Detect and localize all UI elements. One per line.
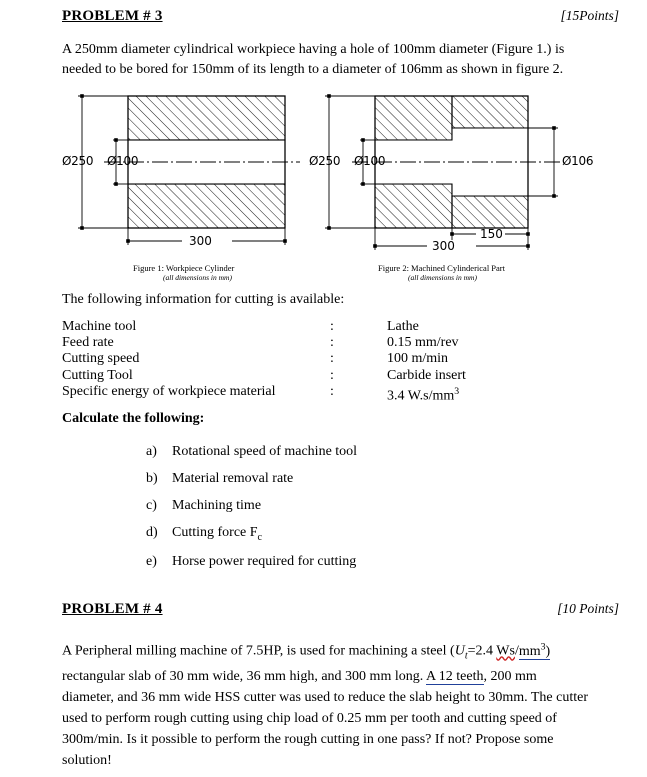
figure-1-bore-diameter-label: Ø100 bbox=[107, 154, 139, 168]
problem-4-spelling-error-ws: Ws bbox=[496, 643, 515, 659]
spec-label: Feed rate bbox=[62, 335, 114, 351]
spec-separator: : bbox=[330, 383, 334, 399]
list-item bbox=[146, 471, 357, 487]
spec-separator: : bbox=[330, 335, 334, 351]
list-item-marker: c) bbox=[146, 498, 157, 513]
table-row bbox=[62, 319, 466, 335]
problem-4-grammar-error-mm bbox=[518, 641, 551, 660]
spec-label: Specific energy of workpiece material bbox=[62, 383, 276, 399]
problem-4-equals-value: =2.4 bbox=[467, 643, 497, 659]
figure-2-outer-diameter-label: Ø250 bbox=[309, 154, 341, 168]
spec-value bbox=[387, 384, 466, 405]
list-item-label-text: Cutting force F bbox=[172, 525, 258, 540]
list-item-label: Horse power required for cutting bbox=[172, 553, 357, 569]
cutting-specifications-table bbox=[62, 319, 466, 405]
table-row bbox=[62, 384, 466, 405]
problem-3-intro-text: A 250mm diameter cylindrical workpiece having a hole of 100mm diameter (Figure 1.) is needed to be bored for 150mm of its length to a diameter of 106mm as shown in figure 2. bbox=[62, 42, 565, 77]
spec-label: Cutting Tool bbox=[62, 367, 133, 383]
cutting-info-intro: The following information for cutting is available: bbox=[62, 292, 345, 307]
calculate-heading: Calculate the following: bbox=[62, 411, 205, 426]
problem-4-grammar-error-teeth: A 12 teeth bbox=[425, 669, 484, 685]
list-item bbox=[146, 498, 357, 514]
list-item-label-subscript: c bbox=[257, 531, 263, 543]
spec-value: 100 m/min bbox=[387, 351, 449, 367]
list-item bbox=[146, 525, 357, 543]
spec-value: 0.15 mm/rev bbox=[387, 335, 459, 351]
problem-4-unit-mm-exponent: 3 bbox=[540, 641, 546, 652]
figures-drawing-area bbox=[0, 0, 647, 270]
spec-value-exponent: 3 bbox=[454, 385, 460, 397]
list-item-marker: b) bbox=[146, 471, 158, 486]
problem-4-text-segment-3: , 200 mm diameter, and 36 mm wide HSS cutter was used to reduce the slab height to 30mm. The cutter used to perform rough cutting using chip load of 0.25 mm per tooth and cutting speed of 300m/min. Is it possible to perform the rough cutting in one pass? If not? Propose some solution! bbox=[62, 669, 588, 769]
problem-3-title: PROBLEM # 3 bbox=[62, 8, 163, 24]
spec-separator: : bbox=[330, 351, 334, 367]
spec-separator: : bbox=[330, 319, 334, 334]
figure-1-outer-diameter-label: Ø250 bbox=[62, 154, 94, 168]
calculate-items-list bbox=[146, 444, 357, 581]
figure-2-bored-diameter-label: Ø106 bbox=[562, 154, 594, 168]
problem-4-points: [10 Points] bbox=[557, 601, 619, 616]
figure-2-bored-length-label: 150 bbox=[480, 227, 503, 241]
figure-2-caption-sub: (all dimensions in mm) bbox=[408, 273, 477, 282]
spec-value-text: 3.4 W.s/mm bbox=[387, 388, 455, 404]
list-item-label: Rotational speed of machine tool bbox=[172, 444, 358, 459]
table-row bbox=[62, 368, 466, 384]
list-item-label: Machining time bbox=[172, 498, 262, 513]
table-row bbox=[62, 351, 466, 367]
problem-4-text-segment-2: rectangular slab of 30 mm wide, 36 mm high, and 300 mm long. bbox=[62, 669, 426, 685]
problem-4-unit-slash: / bbox=[514, 643, 519, 659]
list-item-marker: d) bbox=[146, 525, 158, 540]
problem-3-points: [15Points] bbox=[560, 8, 619, 23]
list-item bbox=[146, 444, 357, 460]
figure-2-caption bbox=[378, 263, 505, 283]
list-item bbox=[146, 554, 357, 570]
figure-2-caption-main: Figure 2: Machined Cylinderical Part bbox=[378, 263, 505, 273]
table-row bbox=[62, 335, 466, 351]
figure-2-length-label: 300 bbox=[432, 239, 455, 253]
figure-2-drawing bbox=[325, 96, 560, 250]
problem-4-header bbox=[62, 601, 619, 618]
spec-value: Lathe bbox=[387, 319, 419, 334]
figure-1-caption bbox=[133, 263, 234, 283]
list-item-label bbox=[172, 525, 262, 543]
spec-label: Cutting speed bbox=[62, 351, 140, 367]
list-item-marker: e) bbox=[146, 553, 157, 569]
list-item-label: Material removal rate bbox=[172, 471, 294, 486]
problem-4-paren-close: ) bbox=[545, 643, 551, 659]
problem-4-symbol-u-subscript: t bbox=[464, 650, 468, 662]
figure-2-bore-diameter-label: Ø100 bbox=[354, 154, 386, 168]
problem-4-unit-mm: mm bbox=[518, 643, 541, 659]
problem-4-title: PROBLEM # 4 bbox=[62, 601, 163, 617]
spec-value: Carbide insert bbox=[387, 367, 466, 383]
problem-4-symbol-u: U bbox=[454, 643, 465, 659]
figure-1-drawing bbox=[78, 96, 300, 245]
figure-1-length-label: 300 bbox=[189, 234, 212, 248]
problem-4-text-segment-1: A Peripheral milling machine of 7.5HP, is used for machining a steel ( bbox=[62, 643, 455, 659]
spec-label: Machine tool bbox=[62, 319, 137, 334]
list-item-marker: a) bbox=[146, 444, 157, 459]
figure-1-caption-sub: (all dimensions in mm) bbox=[163, 273, 232, 282]
problem-4-body-text bbox=[62, 636, 590, 771]
figure-1-caption-main: Figure 1: Workpiece Cylinder bbox=[133, 263, 235, 273]
spec-separator: : bbox=[330, 367, 334, 383]
